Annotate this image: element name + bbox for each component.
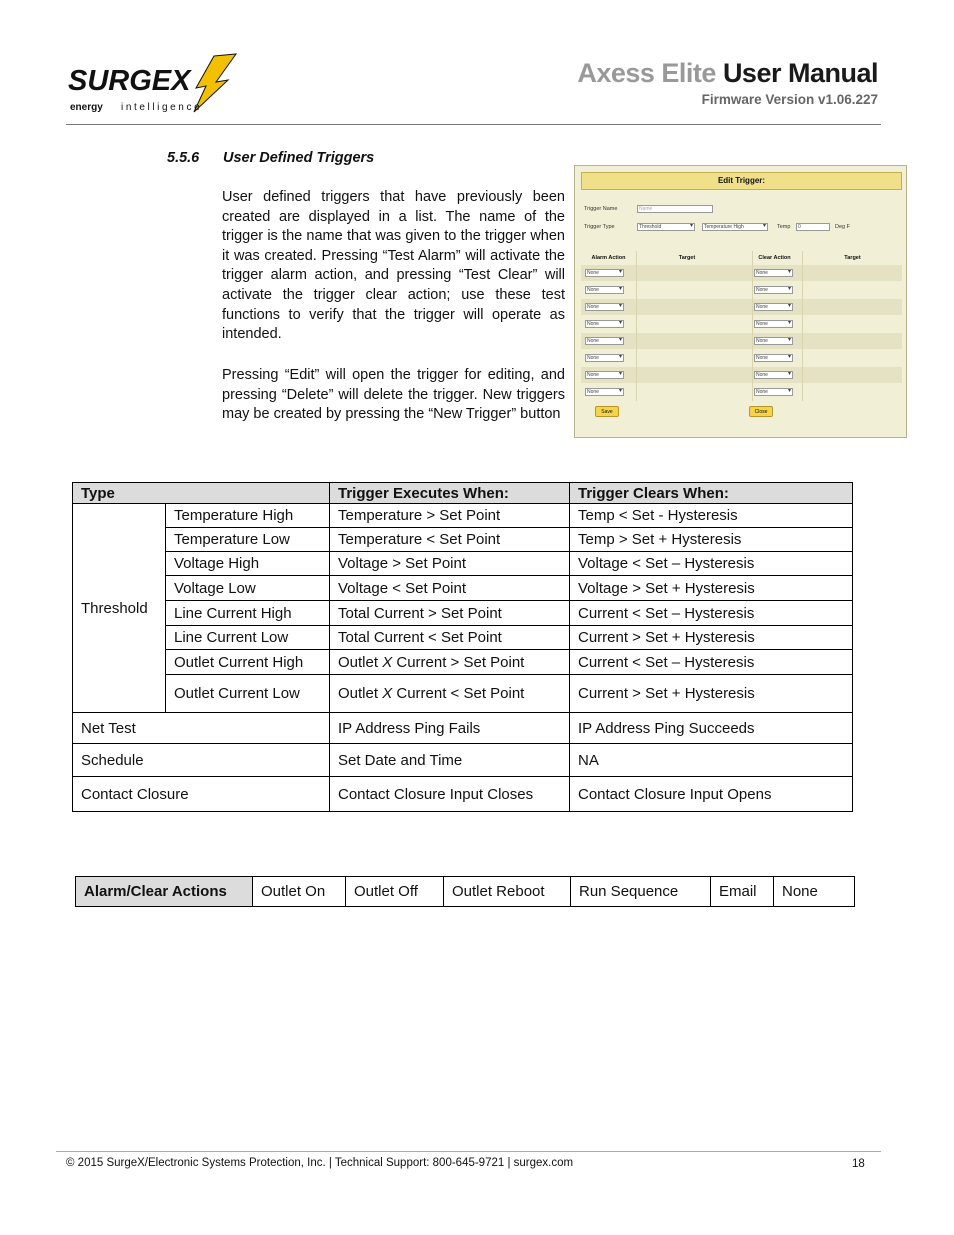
alarm-target-header: Target xyxy=(678,255,696,261)
clears-cell: Voltage < Set – Hysteresis xyxy=(570,552,853,576)
action-cell: Email xyxy=(711,877,774,907)
clear-action-select: None ▾ xyxy=(754,371,793,379)
subtype-cell: Voltage Low xyxy=(166,576,330,601)
clears-cell: Temp < Set - Hysteresis xyxy=(570,504,853,528)
action-cell: Outlet Off xyxy=(346,877,444,907)
header-type: Type xyxy=(73,483,330,504)
alarm-action-select: None ▾ xyxy=(585,337,624,345)
executes-cell: Temperature < Set Point xyxy=(330,528,570,552)
executes-cell: Contact Closure Input Closes xyxy=(330,777,570,812)
paragraph-triggers-list: User defined triggers that have previously been created are displayed in a list. The name of the trigger is the name that was given to the trigger when it was created. Pressing “Test Alarm” will activate the trigger alarm action, and pressing “Test Clear” will activate the trigger clear action; use these test functions to verify that the trigger will operate as intended. xyxy=(222,189,565,343)
trigger-type-label: Trigger Type xyxy=(584,224,615,230)
exec-prefix: Outlet xyxy=(338,685,383,702)
table-row xyxy=(73,777,853,812)
table-row xyxy=(73,528,853,552)
exec-suffix: Current < Set Point xyxy=(392,685,525,702)
clear-action-select: None ▾ xyxy=(754,337,793,345)
alarm-action-select: None ▾ xyxy=(585,354,624,362)
title-brand: Axess Elite xyxy=(577,58,716,88)
alarm-action-select: None ▾ xyxy=(585,286,624,294)
clear-target-header: Target xyxy=(844,255,861,261)
table-row xyxy=(73,504,853,528)
action-row xyxy=(581,316,902,332)
edit-trigger-title-bar: Edit Trigger: xyxy=(581,172,902,190)
action-cell: None xyxy=(774,877,855,907)
alarm-action-select: None ▾ xyxy=(585,371,624,379)
temp-unit-label: Deg F xyxy=(835,224,850,230)
clear-action-select: None ▾ xyxy=(754,303,793,311)
outlet-variable: X xyxy=(382,653,393,671)
clears-cell: NA xyxy=(570,744,853,777)
table-row xyxy=(73,744,853,777)
type-cell: Schedule xyxy=(73,744,330,777)
executes-cell: Temperature > Set Point xyxy=(330,504,570,528)
alarm-action-header: Alarm Action xyxy=(591,255,626,261)
subtype-cell: Outlet Current High xyxy=(166,650,330,675)
exec-prefix: Outlet xyxy=(338,653,383,671)
type-cell: Net Test xyxy=(73,713,330,744)
logo-tagline-bold: energy xyxy=(70,102,103,113)
column-divider xyxy=(752,251,753,401)
clear-action-select: None ▾ xyxy=(754,388,793,396)
subtype-cell: Temperature Low xyxy=(166,528,330,552)
executes-cell: Voltage < Set Point xyxy=(330,576,570,601)
logo-tagline: intelligence xyxy=(121,102,203,113)
surgex-logo xyxy=(66,52,241,116)
action-row xyxy=(581,282,902,298)
clear-action-select: None ▾ xyxy=(754,269,793,277)
trigger-name-field: Name xyxy=(637,205,713,213)
table-header-row xyxy=(73,483,853,504)
clears-cell: Current < Set – Hysteresis xyxy=(570,650,853,675)
alarm-action-select: None ▾ xyxy=(585,303,624,311)
action-row xyxy=(581,333,902,349)
action-row xyxy=(581,350,902,366)
action-row xyxy=(581,299,902,315)
document-title xyxy=(577,58,878,89)
alarm-action-select: None ▾ xyxy=(585,320,624,328)
subtype-cell: Voltage High xyxy=(166,552,330,576)
close-button: Close xyxy=(749,406,773,417)
footer-divider xyxy=(56,1151,881,1152)
edit-trigger-screenshot xyxy=(574,165,907,438)
trigger-subtype-select: Temperature High ▾ xyxy=(702,223,768,231)
temp-field: 0 xyxy=(796,223,830,231)
trigger-name-label: Trigger Name xyxy=(584,206,618,212)
temp-label: Temp xyxy=(777,224,791,230)
action-cell: Outlet On xyxy=(253,877,346,907)
firmware-version: Firmware Version v1.06.227 xyxy=(701,92,878,107)
clear-action-select: None ▾ xyxy=(754,354,793,362)
title-main: User Manual xyxy=(722,58,878,88)
action-cell: Outlet Reboot xyxy=(444,877,571,907)
clears-cell: Contact Closure Input Opens xyxy=(570,777,853,812)
save-button: Save xyxy=(595,406,619,417)
action-row xyxy=(581,384,902,400)
outlet-variable: X xyxy=(382,685,393,702)
clears-cell: Current > Set + Hysteresis xyxy=(570,626,853,650)
actions-label-cell: Alarm/Clear Actions xyxy=(76,877,253,907)
section-number: 5.5.6 xyxy=(167,150,200,166)
executes-cell: Total Current < Set Point xyxy=(330,626,570,650)
column-divider xyxy=(636,251,637,401)
paragraph-edit-delete: Pressing “Edit” will open the trigger for editing, and pressing “Delete” will delete the trigger. New triggers may be created by pressing the “New Trigger” button xyxy=(222,367,565,423)
executes-cell: IP Address Ping Fails xyxy=(330,713,570,744)
table-row xyxy=(73,626,853,650)
trigger-types-table xyxy=(72,482,853,812)
subtype-cell: Outlet Current Low xyxy=(166,675,330,713)
exec-suffix: Current > Set Point xyxy=(392,653,525,671)
header-divider xyxy=(66,124,881,125)
footer-text: © 2015 SurgeX/Electronic Systems Protection, Inc. | Technical Support: 800-645-9721 | surgex.com xyxy=(66,1157,574,1169)
clear-action-select: None ▾ xyxy=(754,320,793,328)
table-row xyxy=(73,601,853,626)
action-cell: Run Sequence xyxy=(571,877,711,907)
clears-cell: Current < Set – Hysteresis xyxy=(570,601,853,626)
clears-cell: Current > Set + Hysteresis xyxy=(570,675,853,713)
clears-cell: IP Address Ping Succeeds xyxy=(570,713,853,744)
clears-cell: Voltage > Set + Hysteresis xyxy=(570,576,853,601)
alarm-action-select: None ▾ xyxy=(585,388,624,396)
table-row xyxy=(73,675,853,713)
executes-cell: Set Date and Time xyxy=(330,744,570,777)
trigger-type-select: Threshold ▾ xyxy=(637,223,695,231)
logo-wordmark: SURGEX xyxy=(68,65,191,97)
executes-cell: Total Current > Set Point xyxy=(330,601,570,626)
table-row xyxy=(73,552,853,576)
column-divider xyxy=(802,251,803,401)
executes-cell: Voltage > Set Point xyxy=(330,552,570,576)
header-executes: Trigger Executes When: xyxy=(330,483,570,504)
header-clears: Trigger Clears When: xyxy=(570,483,853,504)
subtype-cell: Line Current Low xyxy=(166,626,330,650)
subtype-cell: Line Current High xyxy=(166,601,330,626)
clear-action-select: None ▾ xyxy=(754,286,793,294)
clear-action-header: Clear Action xyxy=(758,255,791,261)
alarm-action-select: None ▾ xyxy=(585,269,624,277)
clears-cell: Temp > Set + Hysteresis xyxy=(570,528,853,552)
action-row xyxy=(581,367,902,383)
section-title: User Defined Triggers xyxy=(223,150,375,166)
table-row xyxy=(76,877,855,907)
page-number: 18 xyxy=(852,1158,865,1170)
table-row xyxy=(73,650,853,675)
subtype-cell: Temperature High xyxy=(166,504,330,528)
table-row xyxy=(73,713,853,744)
executes-cell xyxy=(330,650,570,675)
action-row xyxy=(581,265,902,281)
threshold-type-cell: Threshold xyxy=(73,504,166,713)
executes-cell xyxy=(330,675,570,713)
table-row xyxy=(73,576,853,601)
type-cell: Contact Closure xyxy=(73,777,330,812)
alarm-clear-actions-table xyxy=(75,876,855,907)
